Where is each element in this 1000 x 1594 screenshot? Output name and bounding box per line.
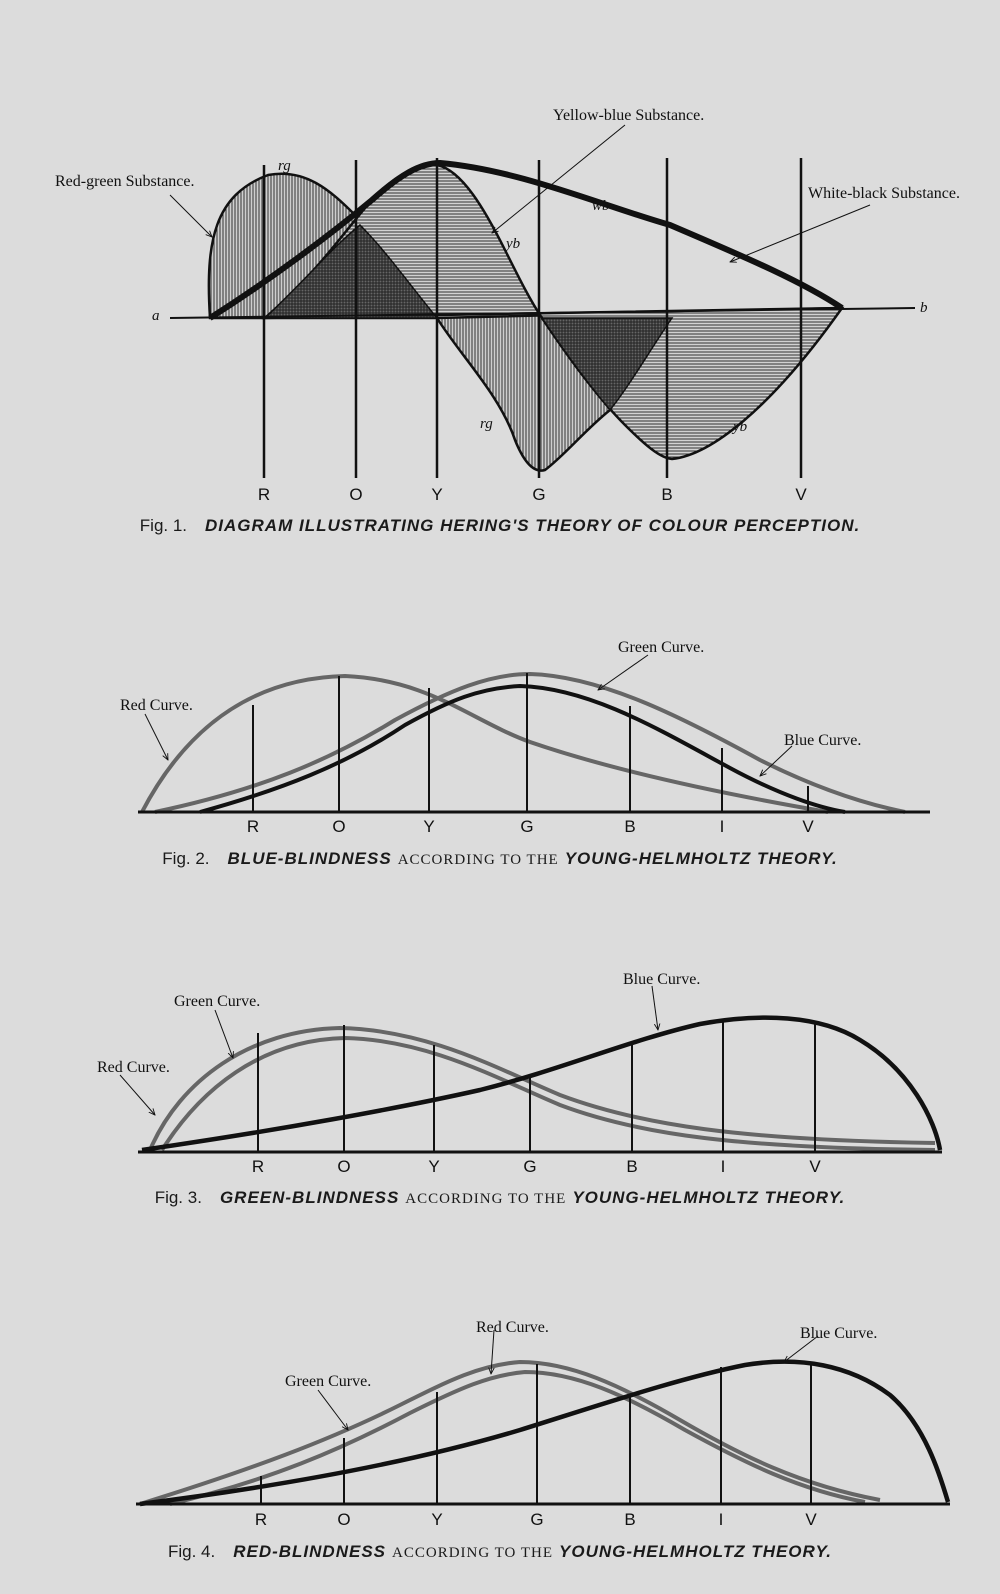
- fig3-green-curve: [162, 1038, 935, 1150]
- fig3-blue-leader: [652, 986, 658, 1030]
- fig1-caption-title: DIAGRAM ILLUSTRATING HERING'S THEORY OF COLOUR PERCEPTION.: [205, 516, 861, 535]
- fig3-caption-end: YOUNG-HELMHOLTZ THEORY.: [572, 1188, 846, 1207]
- fig2-red-leader: [145, 714, 168, 760]
- fig4-axis-y: Y: [431, 1510, 443, 1529]
- fig2-caption-end: YOUNG-HELMHOLTZ THEORY.: [564, 849, 838, 868]
- fig4-axis-r: R: [254, 1510, 268, 1529]
- fig1-axis-o: O: [349, 485, 363, 504]
- fig2-label-red: Red Curve.: [120, 697, 193, 714]
- fig2-caption-title: BLUE-BLINDNESS: [227, 849, 392, 868]
- fig3-caption-number: Fig. 3.: [154, 1188, 202, 1207]
- fig1-axis-r: R: [257, 485, 271, 504]
- fig1-label-rg-top: rg: [278, 158, 291, 174]
- fig1-label-a: a: [152, 308, 160, 324]
- fig3-axis-y: Y: [428, 1157, 440, 1176]
- fig1-rg-leader: [170, 195, 212, 237]
- fig3-label-blue: Blue Curve.: [623, 971, 701, 988]
- fig4-caption-number: Fig. 4.: [167, 1542, 216, 1561]
- fig2-axis-i: I: [719, 817, 725, 836]
- fig2-label-green: Green Curve.: [618, 639, 705, 656]
- fig1-label-yellow-blue: Yellow-blue Substance.: [553, 107, 705, 124]
- fig2-caption-number: Fig. 2.: [162, 849, 210, 868]
- fig2-blue-blindness: [120, 639, 930, 836]
- fig2-axis-v: V: [802, 817, 814, 836]
- fig1-label-wb: wb: [592, 198, 610, 214]
- fig1-label-b: b: [920, 300, 928, 316]
- fig4-caption: [0, 1542, 1000, 1562]
- fig4-axis-g: G: [530, 1510, 544, 1529]
- fig3-label-green: Green Curve.: [174, 993, 261, 1010]
- fig2-green-leader: [598, 655, 648, 690]
- fig1-axis-b: B: [661, 485, 673, 504]
- fig1-hering-diagram: [55, 107, 960, 504]
- fig4-axis-i: I: [718, 1510, 724, 1529]
- fig2-axis-y: Y: [423, 817, 435, 836]
- fig3-blue-curve: [142, 1018, 940, 1150]
- fig2-label-blue: Blue Curve.: [784, 732, 862, 749]
- fig2-red-curve: [142, 676, 828, 812]
- fig3-axis-labels: [252, 1157, 821, 1176]
- fig3-axis-b: B: [626, 1157, 638, 1176]
- fig1-axis-y: Y: [431, 485, 443, 504]
- fig2-caption: [0, 849, 1000, 869]
- fig2-axis-labels: [247, 817, 814, 836]
- fig3-green-leader: [215, 1010, 233, 1058]
- fig4-axis-v: V: [805, 1510, 817, 1529]
- fig1-label-rg-bottom: rg: [480, 416, 493, 432]
- fig1-label-yb-top: yb: [506, 236, 521, 252]
- fig2-axis-g: G: [520, 817, 534, 836]
- fig3-green-blindness: [97, 971, 942, 1176]
- fig1-caption: [0, 516, 1000, 536]
- fig1-caption-number: Fig. 1.: [139, 516, 188, 535]
- fig2-blue-curve: [200, 686, 845, 812]
- fig4-caption-end: YOUNG-HELMHOLTZ THEORY.: [559, 1542, 833, 1561]
- fig2-axis-r: R: [246, 817, 260, 836]
- fig1-axis-v: V: [795, 485, 807, 504]
- fig4-label-green: Green Curve.: [285, 1373, 372, 1390]
- fig3-axis-v: V: [809, 1157, 821, 1176]
- fig3-caption-mid: ACCORDING TO THE: [405, 1191, 567, 1207]
- fig4-green-leader: [318, 1390, 348, 1430]
- fig4-caption-title: RED-BLINDNESS: [233, 1542, 387, 1561]
- fig2-caption-mid: ACCORDING TO THE: [397, 852, 559, 868]
- fig1-label-white-black: White-black Substance.: [808, 185, 960, 202]
- fig4-axis-labels: [255, 1510, 817, 1529]
- fig3-label-red: Red Curve.: [97, 1059, 170, 1076]
- fig4-label-blue: Blue Curve.: [800, 1325, 878, 1342]
- fig4-axis-b: B: [624, 1510, 636, 1529]
- fig1-axis-g: G: [532, 485, 546, 504]
- fig3-axis-g: G: [523, 1157, 537, 1176]
- fig1-label-red-green: Red-green Substance.: [55, 173, 195, 190]
- fig3-red-leader: [120, 1075, 155, 1115]
- fig2-axis-b: B: [624, 817, 636, 836]
- fig3-caption: [0, 1188, 1000, 1208]
- fig3-axis-i: I: [720, 1157, 726, 1176]
- fig3-axis-o: O: [337, 1157, 351, 1176]
- fig4-label-red: Red Curve.: [476, 1319, 549, 1336]
- fig3-axis-r: R: [251, 1157, 265, 1176]
- fig4-red-blindness: [136, 1319, 950, 1529]
- fig1-axis-labels: [258, 485, 807, 504]
- fig3-caption-title: GREEN-BLINDNESS: [219, 1188, 400, 1207]
- fig1-label-yb-bottom: yb: [733, 419, 748, 435]
- fig2-axis-o: O: [332, 817, 346, 836]
- fig1-yb-leader: [492, 125, 625, 233]
- fig4-caption-mid: ACCORDING TO THE: [392, 1545, 554, 1561]
- fig4-axis-o: O: [337, 1510, 351, 1529]
